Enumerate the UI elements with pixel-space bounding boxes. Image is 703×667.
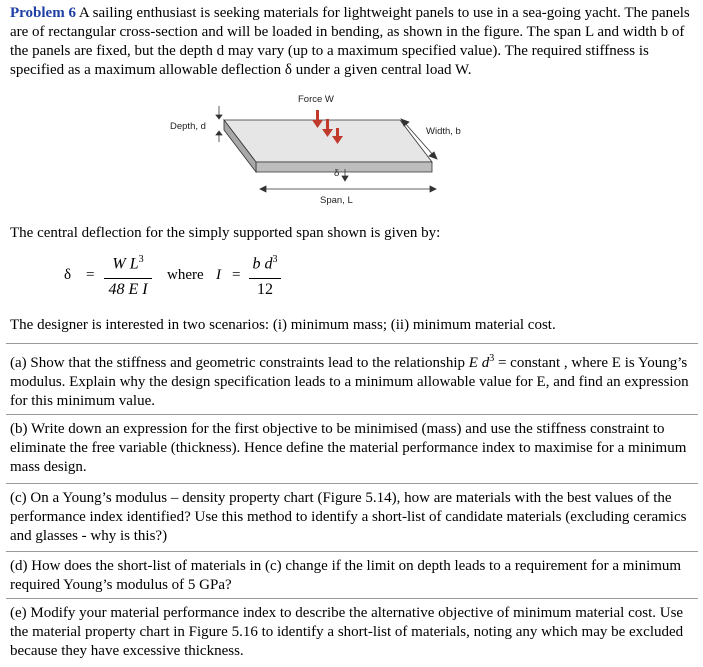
part-a-exp: 3 xyxy=(489,353,495,364)
eq-den1: 48 E I xyxy=(108,281,148,298)
intro-rest: The panels are of rectangular cross-section and will be loaded in bending, as shown in the figure. The span L and width b of the panels are fixed, but the depth d may vary (up to a maximum specified value). The required stiffness is specified as a maximum allowable deflection δ under a given central load W. xyxy=(10,5,690,78)
span-arrow-icon xyxy=(260,186,436,192)
eq-equals2: = xyxy=(232,267,241,283)
eq-num1: W L xyxy=(112,255,139,273)
part-b: (b) Write down an expression for the first objective to be minimised (mass) and use the stiffness constraint to eliminate the free variable (thickness). Hence define the material performance index to maximise for a minimum mass design. xyxy=(10,421,687,475)
part-d: (d) How does the short-list of materials in (c) change if the limit on depth leads to a requirement for a minimum required Young’s modulus of 5 GPa? xyxy=(10,558,682,593)
eq-frac1-den xyxy=(102,281,154,299)
part-a-text2: = constant , where xyxy=(497,355,609,371)
part-a-expr: E d xyxy=(468,355,490,371)
divider-4 xyxy=(6,551,698,552)
divider-3 xyxy=(6,483,698,484)
eq-I: I xyxy=(216,267,221,283)
eq-frac1-num xyxy=(102,254,154,273)
deflection-intro: The central deflection for the simply supported span shown is given by: xyxy=(10,225,441,241)
part-e: (e) Modify your material performance index to describe the alternative objective of minimum material cost. Use the material property chart in Figure 5.16 to identify a short-list of materials, noting any which may be excluded because they have excessive thickness. xyxy=(10,605,684,659)
depth-arrow-icon xyxy=(216,106,222,142)
eq-num2-exp: 3 xyxy=(272,254,278,265)
eq-frac2-den xyxy=(248,281,282,299)
span-label: Span, L xyxy=(320,195,353,206)
beam-figure-svg xyxy=(160,92,450,210)
problem-title: Problem 6 xyxy=(10,5,76,21)
intro-line1: A sailing enthusiast is seeking materials for lightweight panels to use in a sea-going yacht. xyxy=(78,5,621,21)
eq-frac2-bar xyxy=(249,278,281,279)
depth-label: Depth, d xyxy=(170,121,206,132)
eq-where: where xyxy=(167,267,204,283)
eq-frac1-bar xyxy=(104,278,152,279)
eq-equals: = xyxy=(86,267,95,283)
scenarios-text: The designer is interested in two scenarios: (i) minimum mass; (ii) minimum material cost. xyxy=(10,317,556,333)
eq-frac2-num xyxy=(248,254,282,273)
divider-1 xyxy=(6,343,698,344)
divider-5 xyxy=(6,598,698,599)
width-label: Width, b xyxy=(426,126,461,137)
part-c: (c) On a Young’s modulus – density property chart (Figure 5.14), how are materials with the best values of the performance index identified? Use this method to identify a short-list of candidate materials (excluding ceramics and glasses - why is this?) xyxy=(10,490,687,544)
part-a-text1: (a) Show that the stiffness and geometric constraints lead to the relationship xyxy=(10,355,466,371)
beam-figure xyxy=(160,92,461,210)
eq-num2: b d xyxy=(252,255,273,273)
part-a xyxy=(10,349,698,411)
part-a-text3: E is Young’s modulus. Explain why the design specification leads to a minimum allowable value for E, and find an expression for this minimum value. xyxy=(10,355,689,409)
eq-delta: δ xyxy=(64,267,72,283)
problem-intro xyxy=(10,4,698,80)
divider-2 xyxy=(6,414,698,415)
eq-den2: 12 xyxy=(257,281,273,298)
delta-label: δ xyxy=(334,168,340,179)
force-label: Force W xyxy=(298,94,334,105)
beam-front-face xyxy=(256,162,432,172)
eq-num1-exp: 3 xyxy=(138,254,144,265)
